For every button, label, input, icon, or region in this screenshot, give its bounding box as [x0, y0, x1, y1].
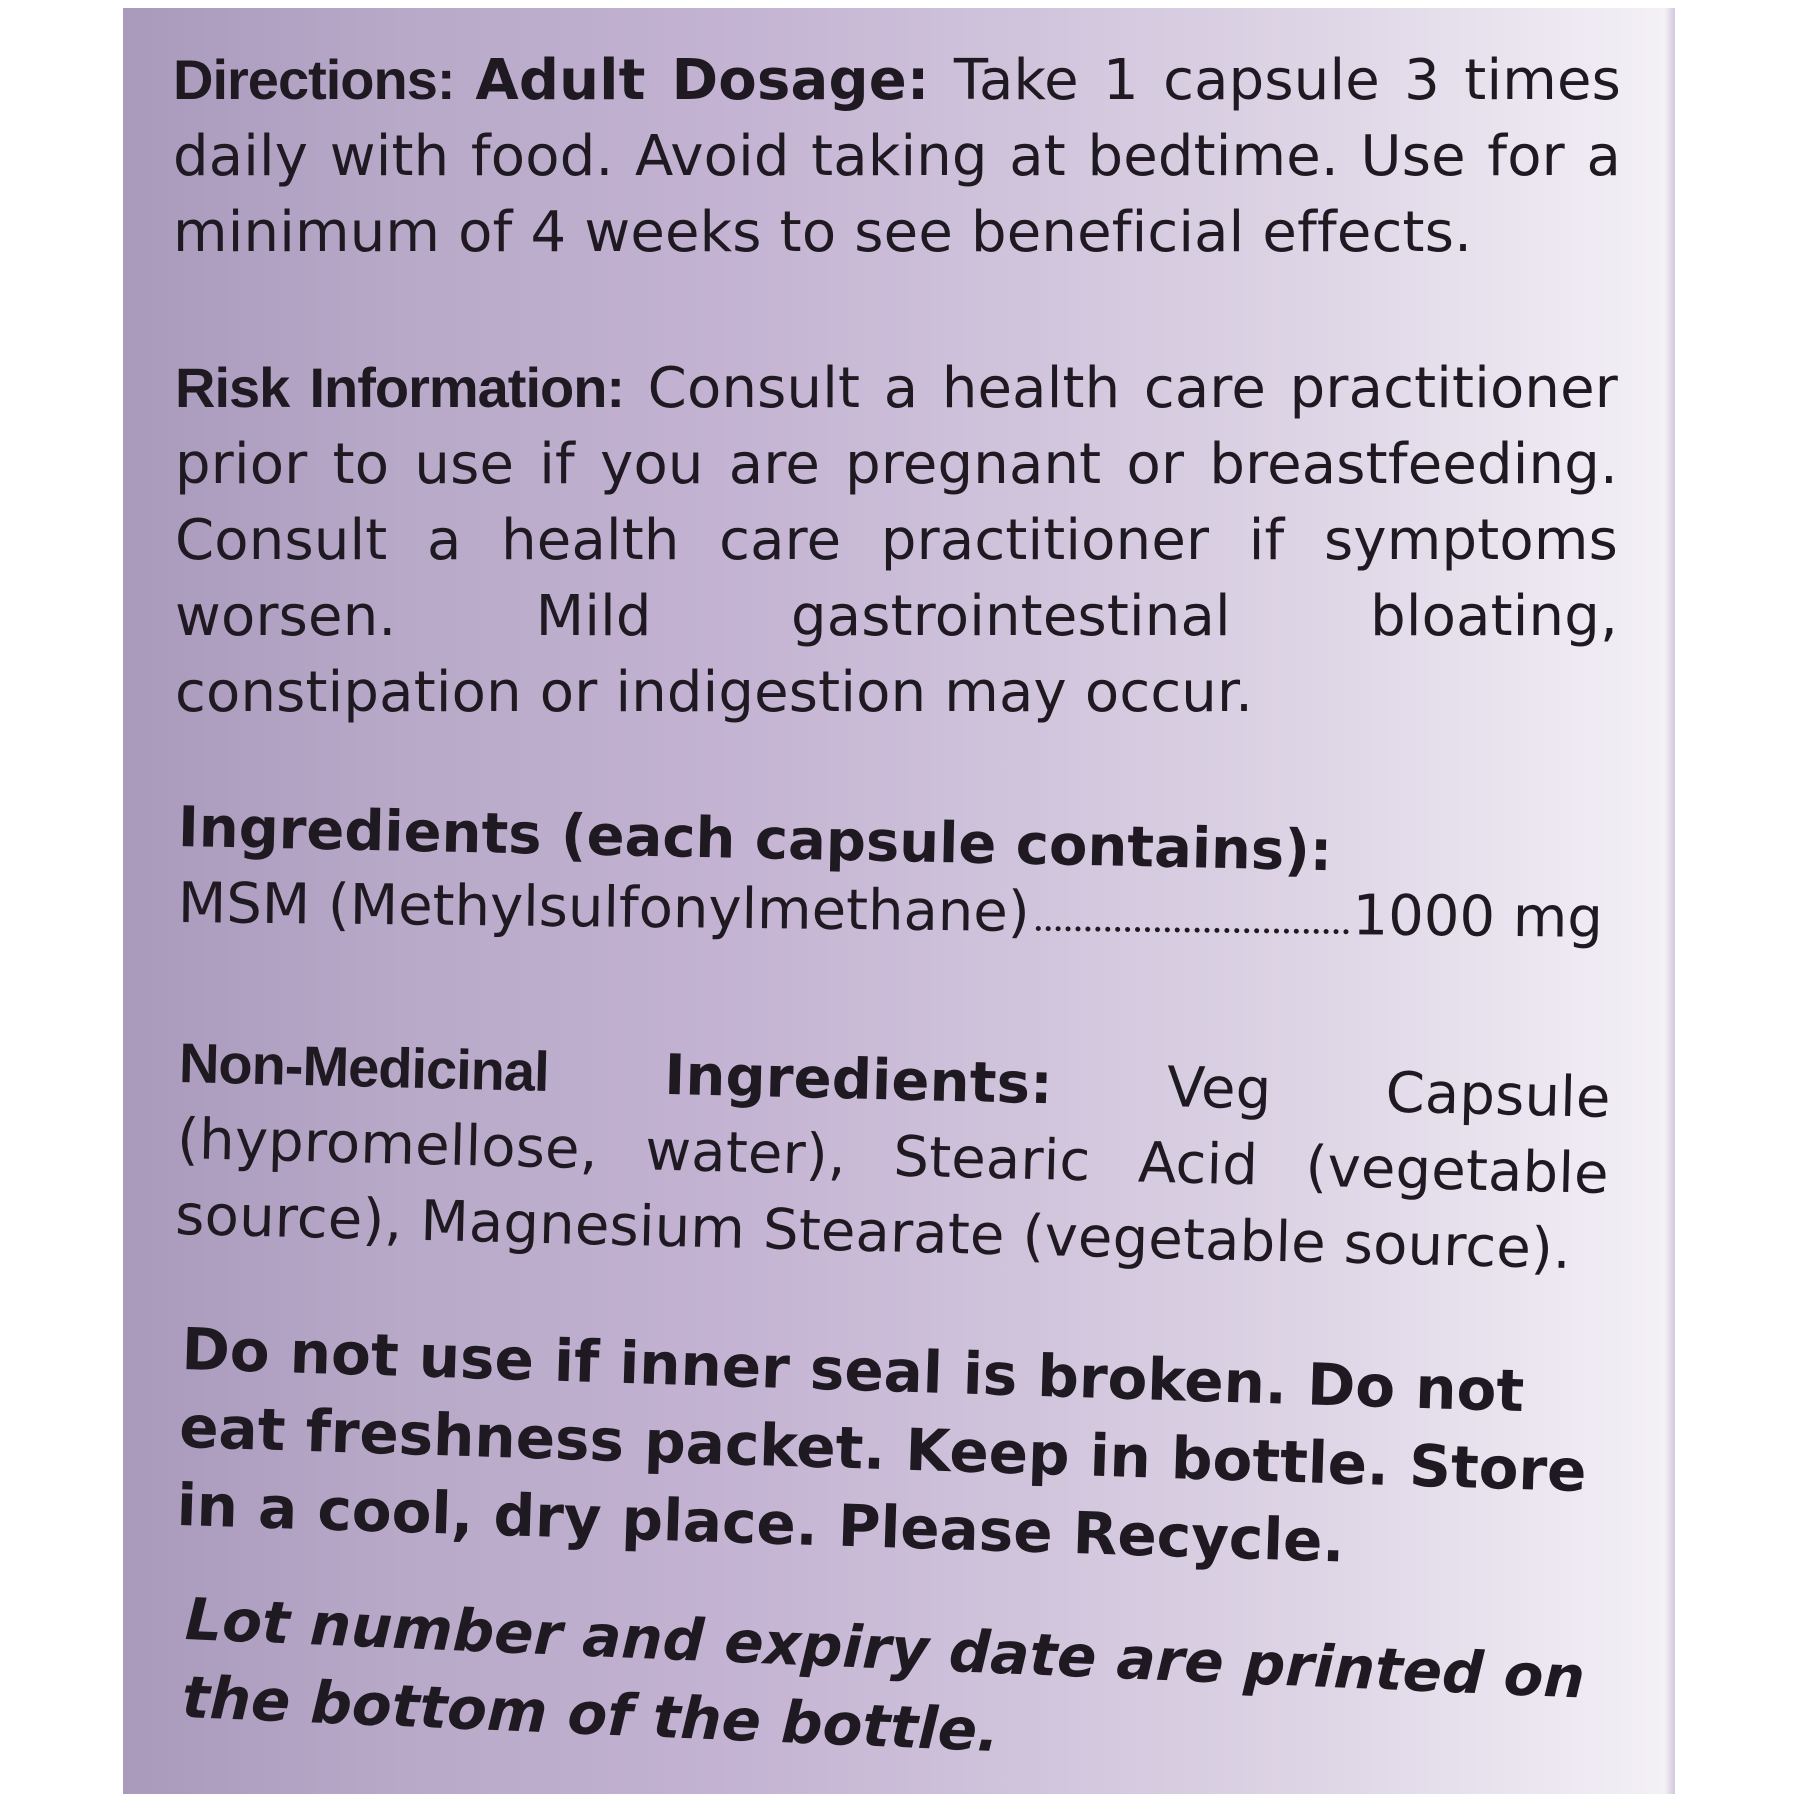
adult-dosage-lead: Adult Dosage: — [475, 48, 930, 113]
risk-text: Consult a health care practitioner prior to use if you are pregnant or breastfeeding. Consult a health care practitioner if symptoms worsen. Mild gastrointestinal bloating, constipation or indigestion may occur. — [175, 356, 1619, 725]
risk-lead: Risk Information: — [175, 356, 625, 419]
ingredient-name: MSM (Methylsulfonylmethane) — [177, 871, 1031, 945]
directions-text: Take 1 capsule 3 times daily with food. Avoid taking at bedtime. Use for a minimum of 4 weeks to see beneficial effects. — [173, 48, 1621, 265]
non-medicinal-lead: Non-Medicinal — [178, 1030, 550, 1104]
storage-warning: Do not use if inner seal is broken. Do not eat freshness packet. Keep in bottle. Store in a cool, dry place. Please Recycle. — [175, 1314, 1588, 1576]
non-medicinal-text: Veg Capsule (hypromellose, water), Stearic Acid (vegetable source), Magnesium Stearate (vegetable source). — [174, 1052, 1612, 1283]
ingredients-section — [177, 790, 1618, 951]
non-medicinal-paragraph — [174, 1025, 1611, 1289]
lot-expiry-note: Lot number and expiry date are printed on the bottom of the bottle. — [180, 1584, 1587, 1766]
ingredient-amount: 1000 mg — [1352, 883, 1604, 951]
risk-paragraph — [175, 350, 1618, 731]
dot-leader — [1035, 926, 1348, 934]
ingredients-heading: Ingredients (each capsule contains): — [177, 795, 1333, 885]
ingredient-row — [178, 866, 1604, 957]
non-medicinal-ingredients-lead: Ingredients: — [547, 1040, 1054, 1118]
directions-lead: Directions: — [173, 48, 476, 111]
directions-paragraph — [173, 42, 1621, 271]
